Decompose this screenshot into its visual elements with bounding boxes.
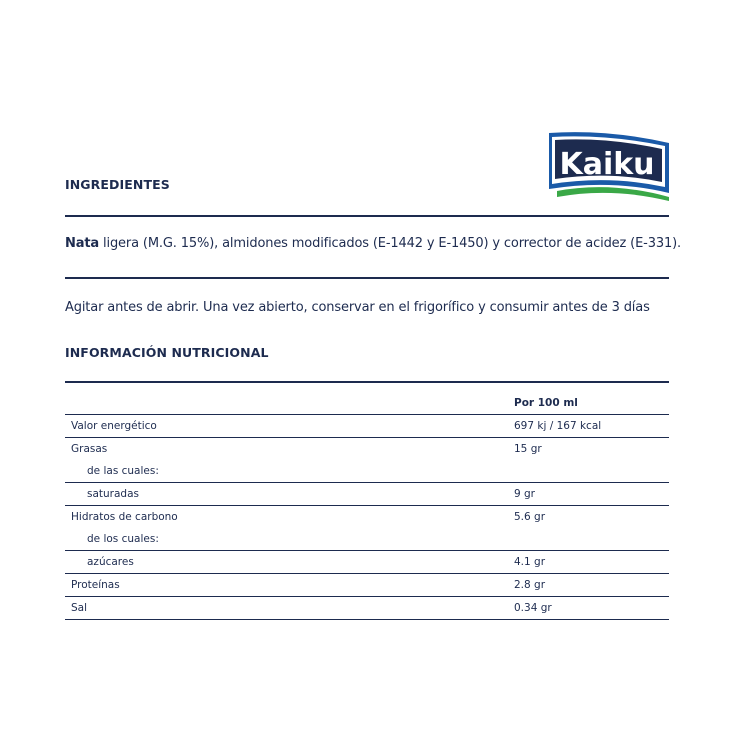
row-label: Proteínas [71,579,120,591]
table-row [65,597,669,619]
ingredients-heading: INGREDIENTES [65,177,170,192]
divider [65,277,669,279]
table-row [65,438,669,460]
row-label: saturadas [87,488,139,500]
row-label: Hidratos de carbono [71,511,178,523]
row-value: 0.34 gr [514,602,552,614]
table-row [65,551,669,573]
nutrition-table [65,381,669,620]
table-row [65,574,669,596]
nutrition-heading: INFORMACIÓN NUTRICIONAL [65,345,269,360]
storage-note: Agitar antes de abrir. Una vez abierto, conservar en el frigorífico y consumir antes de 3 días [65,300,650,315]
row-value: 15 gr [514,443,542,455]
table-row [65,506,669,528]
column-header-per-100ml: Por 100 ml [514,397,578,409]
ingredients-bold-word: Nata [65,236,100,251]
table-row [65,415,669,437]
table-bottom-rule [65,619,669,620]
table-header-row [65,383,669,414]
row-label: azúcares [87,556,134,568]
ingredients-text [65,236,681,251]
row-label: Grasas [71,443,108,455]
row-value: 4.1 gr [514,556,546,568]
table-row [65,483,669,505]
kaiku-logo [547,131,671,201]
table-row [65,528,669,550]
row-value: 697 kj / 167 kcal [514,420,602,432]
row-label: de las cuales: [87,465,159,477]
row-value: 5.6 gr [514,511,546,523]
divider [65,215,669,217]
logo-text: Kaiku [559,147,655,182]
row-value: 9 gr [514,488,535,500]
row-label: Valor energético [71,420,157,432]
table-row [65,460,669,482]
row-value: 2.8 gr [514,579,546,591]
row-label: Sal [71,602,88,614]
ingredients-rest: ligera (M.G. 15%), almidones modificados (E-1442 y E-1450) y corrector de acidez (E-331). [99,236,681,251]
row-label: de los cuales: [87,533,159,545]
